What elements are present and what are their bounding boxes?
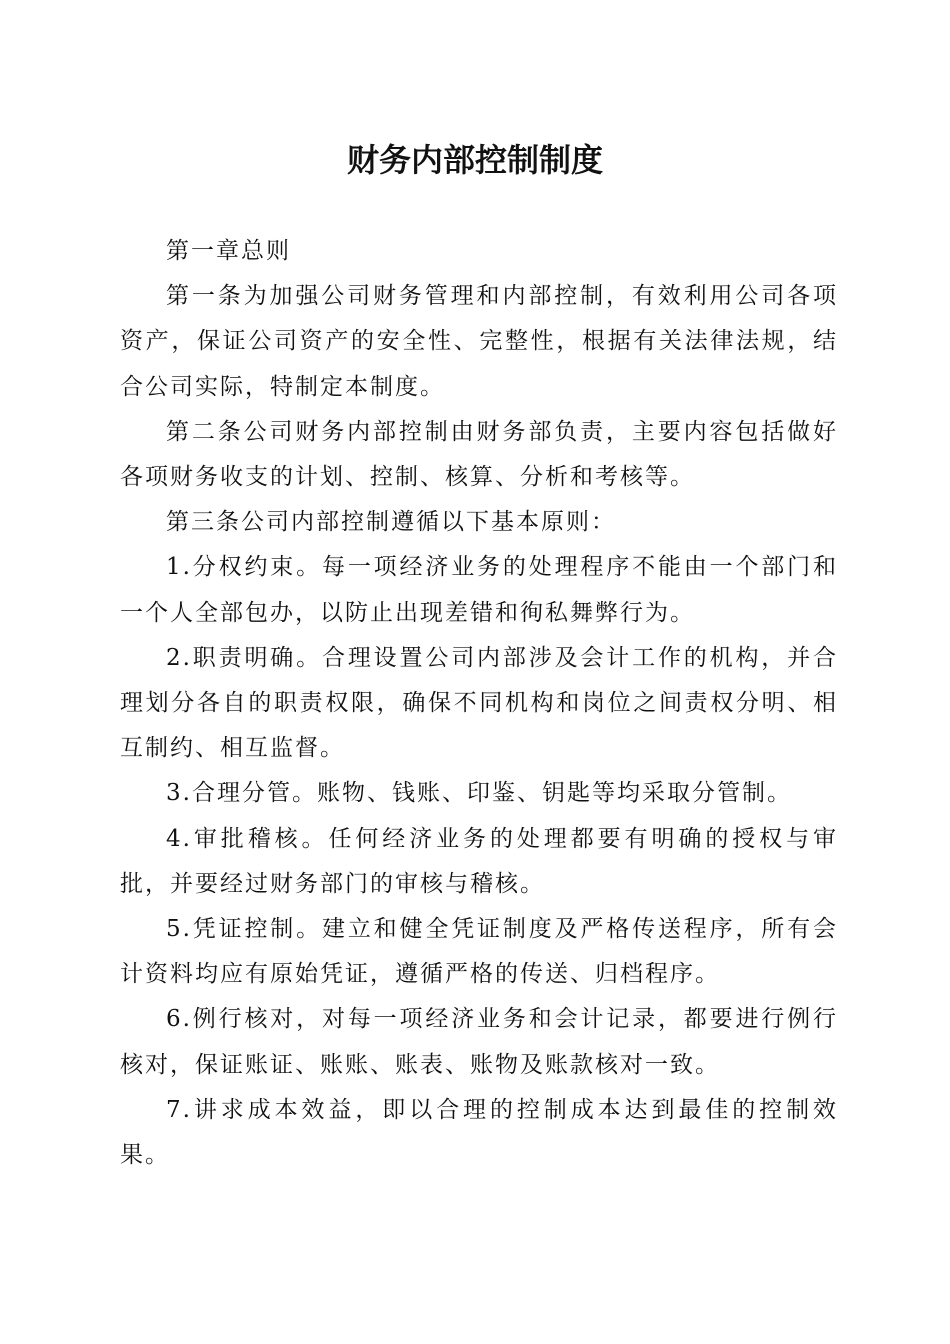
article-3: 第三条公司内部控制遵循以下基本原则： [166, 509, 616, 536]
principle-6: 6.例行核对，对每一项经济业务和会计记录，都要进行例行核对，保证账证、账账、账表、账物及账款核对一致。 [120, 1006, 838, 1078]
principle-1: 1.分权约束。每一项经济业务的处理程序不能由一个部门和一个人全部包办，以防止出现差错和徇私舞弊行为。 [120, 554, 838, 626]
document-body [120, 229, 838, 1178]
article-1: 第一条为加强公司财务管理和内部控制，有效利用公司各项资产，保证公司资产的安全性、完整性，根据有关法律法规，结合公司实际，特制定本制度。 [120, 283, 838, 400]
principle-3: 3.合理分管。账物、钱账、印鉴、钥匙等均采取分管制。 [166, 780, 792, 807]
principle-7: 7.讲求成本效益，即以合理的控制成本达到最佳的控制效果。 [120, 1096, 838, 1169]
document-title: 财务内部控制制度 [346, 141, 603, 179]
principle-2: 2.职责明确。合理设置公司内部涉及会计工作的机构，并合理划分各自的职责权限，确保不同机构和岗位之间责权分明、相互制约、相互监督。 [120, 644, 838, 762]
chapter-heading: 第一章总则 [166, 238, 291, 264]
principle-4: 4.审批稽核。任何经济业务的处理都要有明确的授权与审批，并要经过财务部门的审核与稽核。 [120, 825, 838, 897]
article-2: 第二条公司财务内部控制由财务部负责，主要内容包括做好各项财务收支的计划、控制、核算、分析和考核等。 [120, 418, 838, 491]
principle-5: 5.凭证控制。建立和健全凭证制度及严格传送程序，所有会计资料均应有原始凭证，遵循严格的传送、归档程序。 [120, 916, 838, 988]
